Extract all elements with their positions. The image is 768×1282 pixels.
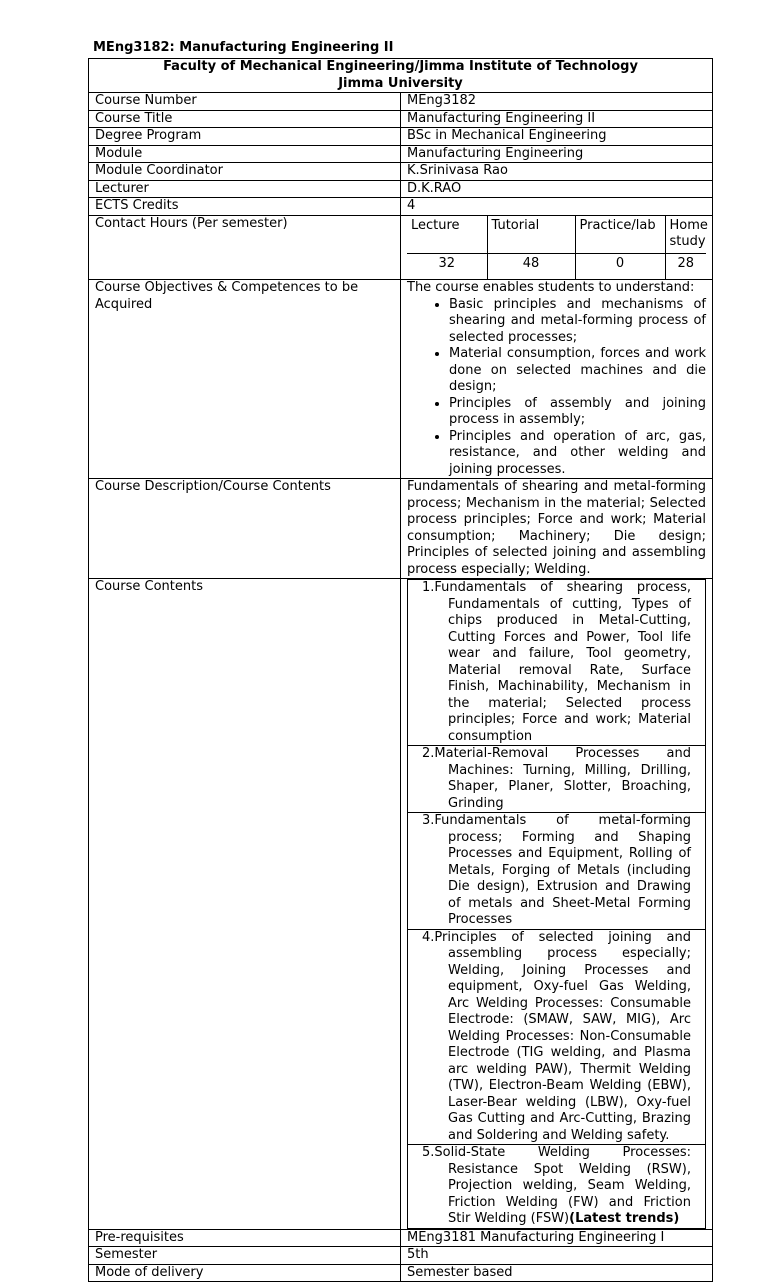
row-value: BSc in Mechanical Engineering <box>401 128 713 146</box>
course-info-table <box>88 58 713 1282</box>
item-number: 3. <box>422 813 435 828</box>
list-item: • Principles of assembly and joining process in assembly; <box>449 396 706 429</box>
hours-value: 32 <box>407 253 487 279</box>
list-item <box>408 929 706 1145</box>
row-value: 5th <box>401 1247 713 1265</box>
list-item: • Material consumption, forces and work done on selected machines and die design; <box>449 346 706 396</box>
document-title: MEng3182: Manufacturing Engineering II <box>93 40 394 55</box>
table-row <box>89 579 713 1230</box>
objectives-intro: The course enables students to understand: <box>407 280 695 295</box>
item-number: 2. <box>422 746 435 761</box>
header-line-1: Faculty of Mechanical Engineering/Jimma Institute of Technology <box>163 59 638 74</box>
row-value: Manufacturing Engineering <box>401 145 713 163</box>
row-value: MEng3182 <box>401 93 713 111</box>
item-text: Solid-State Welding Processes: Resistance Spot Welding (RSW), Projection welding, Seam Welding, Friction Welding (FW) and Friction Stir Welding (FSW) <box>434 1145 691 1226</box>
contents-cell <box>401 579 713 1230</box>
table-row <box>89 280 713 479</box>
table-row <box>89 128 713 146</box>
row-label: Lecturer <box>89 180 401 198</box>
row-value: MEng3181 Manufacturing Engineering I <box>401 1229 713 1247</box>
list-item <box>408 580 706 746</box>
list-item: • Principles and operation of arc, gas, resistance, and other welding and joining processes. <box>449 429 706 479</box>
table-row <box>89 145 713 163</box>
row-label: Course Title <box>89 110 401 128</box>
row-label: Module <box>89 145 401 163</box>
hours-value: 28 <box>665 253 706 279</box>
row-label: Course Number <box>89 93 401 111</box>
row-value: 4 <box>401 198 713 216</box>
table-row <box>89 215 713 280</box>
row-label: Course Description/Course Contents <box>89 479 401 579</box>
table-row <box>89 1247 713 1265</box>
header-line-2: Jimma University <box>338 75 463 91</box>
hours-header: Tutorial <box>487 216 575 254</box>
row-label: Contact Hours (Per semester) <box>89 215 401 280</box>
row-label: Pre-requisites <box>89 1229 401 1247</box>
item-emphasis: (Latest trends) <box>569 1211 680 1226</box>
description-text: Fundamentals of shearing and metal-forming process; Mechanism in the material; Selected process principles; Force and work; Material consumption; Machinery; Die design; Principles of selected joining and assembling process especially; Welding. <box>401 479 713 579</box>
row-label: Course Contents <box>89 579 401 1230</box>
item-number: 5. <box>422 1145 435 1160</box>
table-row <box>89 1264 713 1282</box>
item-text: Fundamentals of metal-forming process; Forming and Shaping Processes and Equipment, Rolling of Metals, Forging of Metals (including Die design), Extrusion and Drawing of metals and Sheet-Metal Forming Processes <box>434 813 691 927</box>
row-label: Module Coordinator <box>89 163 401 181</box>
row-label: ECTS Credits <box>89 198 401 216</box>
item-number: 4. <box>422 929 435 945</box>
row-label: Mode of delivery <box>89 1264 401 1282</box>
row-value: Manufacturing Engineering II <box>401 110 713 128</box>
contact-hours-table <box>407 216 706 280</box>
hours-header: Home study <box>665 216 706 254</box>
table-row <box>89 479 713 579</box>
contents-table <box>407 579 706 1229</box>
hours-value: 0 <box>575 253 665 279</box>
row-label: Degree Program <box>89 128 401 146</box>
item-text: Fundamentals of shearing process, Fundamentals of cutting, Types of chips produced in Metal-Cutting, Cutting Forces and Power, Tool life wear and failure, Tool geometry, Material removal Rate, Surface Finish, Machinability, Mechanism in the material; Selected process principles; Force and work; Material consumption <box>434 580 691 744</box>
item-text: Principles of selected joining and assembling process especially; Welding, Joining Processes and equipment, Oxy-fuel Gas Welding, Arc Welding Processes: Consumable Electrode: (SMAW, SAW, MIG), Arc Welding Processes: Non-Consumable Electrode (TIG welding, and Plasma arc welding PAW), Thermit Welding (TW), Electron-Beam Welding (EBW), Laser-Bear welding (LBW), Oxy-fuel Gas Cutting and Arc-Cutting, Brazing and Soldering and Welding safety. <box>434 929 691 1143</box>
list-item <box>408 1145 706 1229</box>
table-row <box>89 198 713 216</box>
objectives-cell <box>401 280 713 479</box>
table-row <box>89 93 713 111</box>
item-text: Material-Removal Processes and Machines: Turning, Milling, Drilling, Shaper, Planer, Slotter, Broaching, Grinding <box>434 746 691 811</box>
row-label: Course Objectives & Competences to be Acquired <box>89 280 401 479</box>
table-row <box>89 163 713 181</box>
table-header <box>89 59 713 93</box>
objectives-list <box>407 297 706 479</box>
row-value: Semester based <box>401 1264 713 1282</box>
row-value: D.K.RAO <box>401 180 713 198</box>
row-value: K.Srinivasa Rao <box>401 163 713 181</box>
hours-value: 48 <box>487 253 575 279</box>
hours-header: Lecture <box>407 216 487 254</box>
list-item <box>408 746 706 813</box>
row-label: Semester <box>89 1247 401 1265</box>
contact-hours-cell <box>401 215 713 280</box>
hours-header: Practice/lab <box>575 216 665 254</box>
table-header-row <box>89 59 713 93</box>
table-row <box>89 180 713 198</box>
item-number: 1. <box>422 580 435 595</box>
list-item: • Basic principles and mechanisms of shearing and metal-forming process of selected processes; <box>449 297 706 347</box>
table-row <box>89 110 713 128</box>
table-row <box>89 1229 713 1247</box>
list-item <box>408 813 706 930</box>
